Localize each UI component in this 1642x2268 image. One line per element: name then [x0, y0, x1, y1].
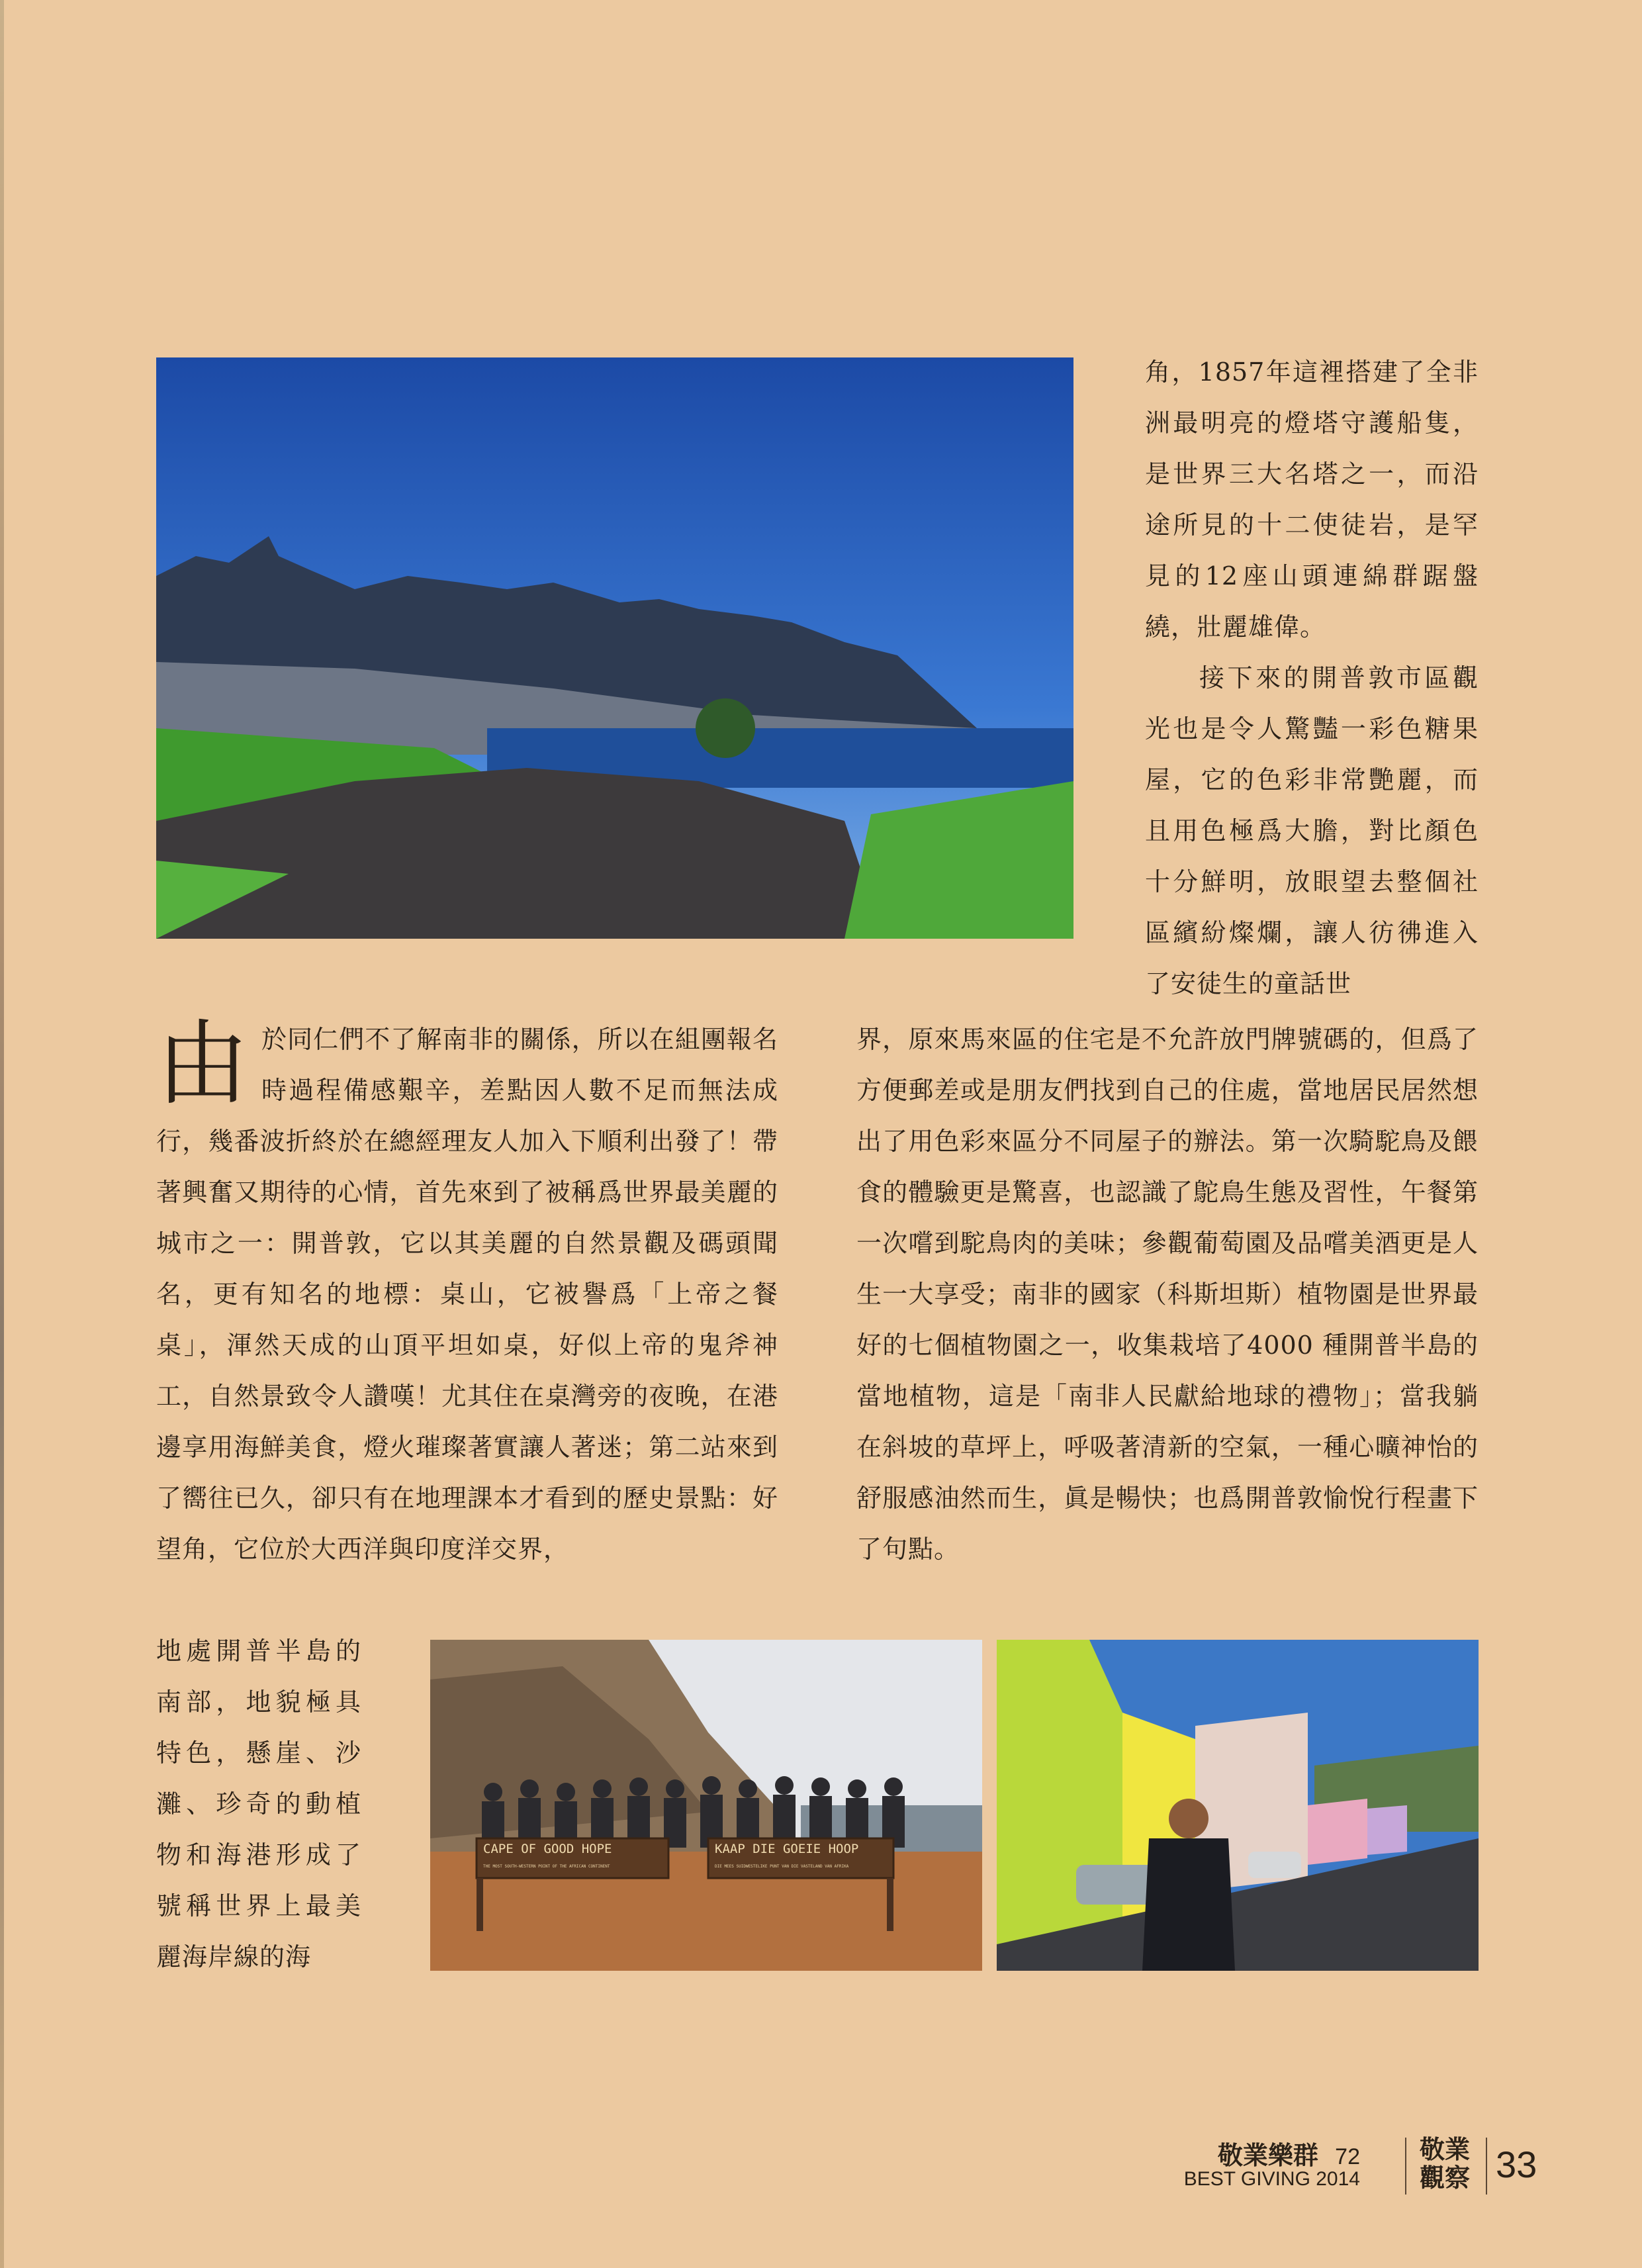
drop-cap: 由: [156, 1010, 250, 1118]
footer-section-line2: 觀察: [1420, 2163, 1471, 2193]
left-column-text: [156, 1010, 778, 1575]
sign-left-subtitle: THE MOST SOUTH-WESTERN POINT OF THE AFRICAN CONTINENT: [483, 1864, 610, 1869]
paragraph-intro: 於同仁們不了解南非的關係，所以在組團報名時過程備感艱辛，差點因人數不足而無法成行，幾番波折終於在總經理友人加入下順利出發了！帶著興奮又期待的心情，首先來到了被稱爲世界最美麗的城市之一：開普敦，它以其美麗的自然景觀及碼頭聞名，更有知名的地標：桌山，它被譽爲「上帝之餐桌」，渾然天成的山頂平坦如桌，好似上帝的鬼斧神工，自然景致令人讚嘆！尤其住在桌灣旁的夜晚，在港邊享用海鮮美食，燈火璀璨著實讓人著迷；第二站來到了嚮往已久，卻只有在地理課本才看到的歷史景點：好望角，它位於大西洋與印度洋交界，: [156, 1025, 778, 1564]
footer-section-label: [1420, 2135, 1470, 2192]
right-column-continuation: [856, 1014, 1479, 1575]
photo-twelve-apostles: [156, 357, 1073, 939]
page-spine: [0, 0, 4, 2268]
footer-divider: [1405, 2138, 1406, 2195]
photo-cape-of-good-hope-group: [430, 1640, 982, 1971]
photo-bo-kaap-houses: [997, 1640, 1479, 1971]
paragraph-lighthouse: 角，1857年這裡搭建了全非洲最明亮的燈塔守護船隻，是世界三大名塔之一，而沿途所見的十二使徒岩，是罕見的12座山頭連綿群踞盤繞，壯麗雄偉。: [1145, 357, 1479, 641]
sign-left-title: CAPE OF GOOD HOPE: [483, 1842, 612, 1856]
right-column-top-text: [1145, 347, 1479, 1010]
sign-right-title: KAAP DIE GOEIE HOOP: [715, 1842, 859, 1856]
paragraph-colorful-houses: 接下來的開普敦市區觀光也是令人驚豔一彩色糖果屋，它的色彩非常艷麗，而且用色極爲大膽，對比顏色十分鮮明，放眼望去整個社區繽紛燦爛，讓人彷彿進入了安徒生的童話世: [1145, 663, 1479, 998]
footer-divider-2: [1486, 2138, 1487, 2195]
paragraph-continuation: 界，原來馬來區的住宅是不允許放門牌號碼的，但爲了方便郵差或是朋友們找到自己的住處，當地居民居然想出了用色彩來區分不同屋子的辦法。第一次騎駝鳥及餵食的體驗更是驚喜，也認識了鴕鳥生態及習性，午餐第一次嚐到駝鳥肉的美味；參觀葡萄園及品嚐美酒更是人生一大享受；南非的國家（科斯坦斯）植物園是世界最好的七個植物園之一，收集栽培了4000 種開普半島的當地植物，這是「南非人民獻給地球的禮物」；當我躺在斜坡的草坪上，呼吸著清新的空氣，一種心曠神怡的舒服感油然而生，眞是暢快；也爲開普敦愉悅行程畫下了句點。: [856, 1025, 1479, 1564]
footer-english-title: BEST GIVING 2014: [1183, 2168, 1360, 2190]
footer-magazine: [1218, 2135, 1360, 2171]
footer-issue-number: 72: [1335, 2144, 1360, 2169]
paragraph-cape-description: 地處開普半島的南部，地貌極具特色，懸崖、沙灘、珍奇的動植物和海港形成了號稱世界上最美麗海岸線的海: [156, 1636, 361, 1971]
page-number: 33: [1496, 2144, 1537, 2185]
page-footer: [1183, 2134, 1575, 2195]
sign-right-subtitle: DIE MEES SUIDWESTELIKE PUNT VAN DIE VASTELAND VAN AFRIKA: [715, 1864, 849, 1869]
footer-magazine-name: 敬業樂群: [1217, 2140, 1318, 2170]
footer-section-line1: 敬業: [1420, 2134, 1471, 2164]
left-narrow-column: [156, 1626, 361, 1983]
